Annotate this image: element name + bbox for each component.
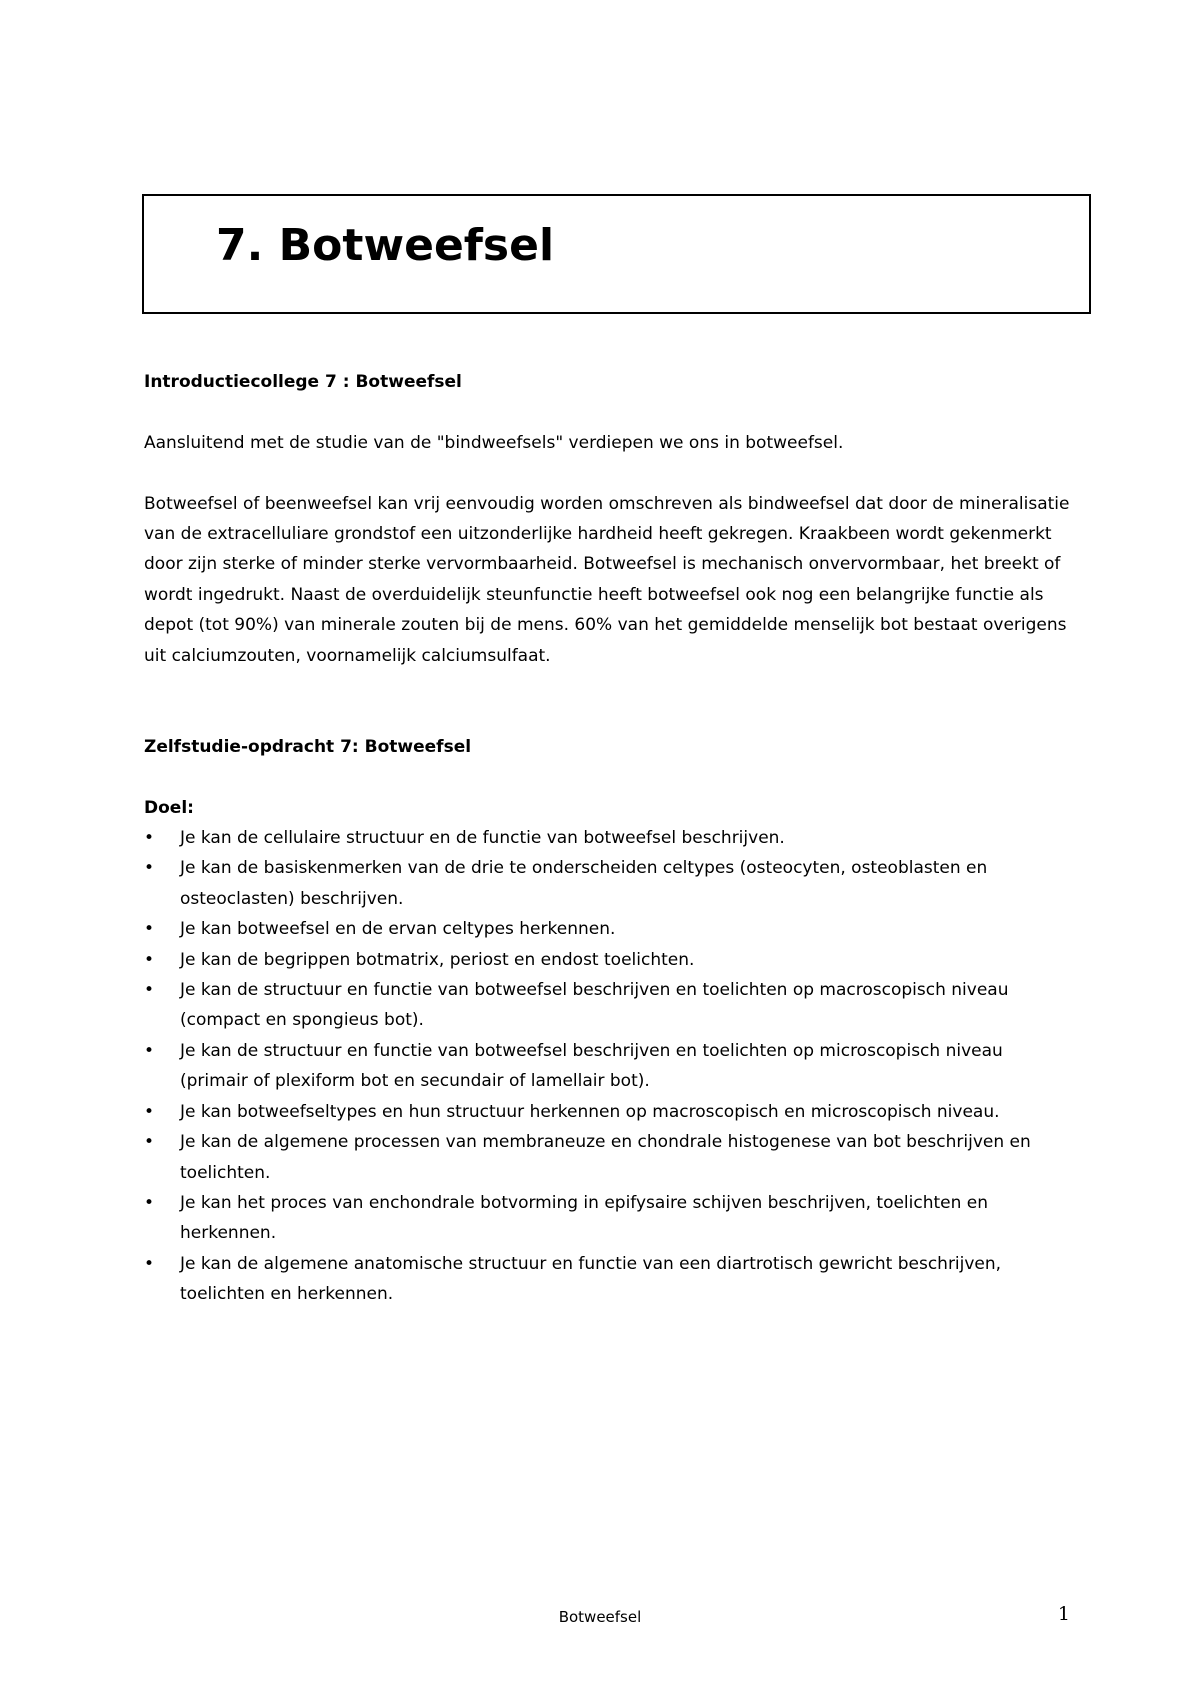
bullet-icon: • — [144, 919, 155, 940]
spacer — [144, 397, 1074, 427]
spacer — [144, 458, 1074, 488]
goal-list-item — [144, 1127, 1074, 1188]
intro-paragraph-2: Botweefsel of beenweefsel kan vrij eenvoudig worden omschreven als bindweefsel dat door de mineralisatie van de extracelluliare grondstof een uitzonderlijke hardheid heeft gekregen. Kraakbeen wordt gekenmerkt door zijn sterke of minder sterke vervormbaarheid. Botweefsel is mechanisch onvervormbaar, het breekt of wordt ingedrukt. Naast de overduidelijk steunfunctie heeft botweefsel ook nog een belangrijke functie als depot (tot 90%) van minerale zouten bij de mens. 60% van het gemiddelde menselijk bot bestaat overigens uit calciumzouten, voornamelijk calciumsulfaat. — [144, 493, 1070, 666]
goal-list-item — [144, 914, 1074, 944]
goal-text: Je kan de cellulaire structuur en de functie van botweefsel beschrijven. — [180, 828, 785, 849]
chapter-title-box — [142, 194, 1091, 314]
goal-list-item — [144, 1097, 1074, 1127]
spacer — [144, 762, 1074, 792]
bullet-icon: • — [144, 1101, 155, 1122]
goal-text: Je kan botweefsel en de ervan celtypes herkennen. — [180, 919, 616, 940]
goal-list-item — [144, 975, 1074, 1036]
bullet-icon: • — [144, 828, 155, 849]
bullet-icon: • — [144, 858, 155, 879]
bullet-icon: • — [144, 949, 155, 970]
goal-text: Je kan de algemene processen van membraneuze en chondrale histogenese van bot beschrijven en toelichten. — [180, 1132, 1031, 1183]
footer-label: Botweefsel — [558, 1608, 642, 1626]
goal-list-item — [144, 1249, 1074, 1310]
goal-text: Je kan de basiskenmerken van de drie te onderscheiden celtypes (osteocyten, osteoblasten en osteoclasten) beschrijven. — [180, 858, 988, 909]
goal-text: Je kan botweefseltypes en hun structuur herkennen op macroscopisch en microscopisch niveau. — [180, 1101, 1000, 1122]
goal-list — [144, 823, 1074, 1310]
intro-heading: Introductiecollege 7 : Botweefsel — [144, 372, 462, 392]
goal-text: Je kan de structuur en functie van botweefsel beschrijven en toelichten op macroscopisch niveau (compact en spongieus bot). — [180, 980, 1009, 1031]
bullet-icon: • — [144, 1040, 155, 1061]
goal-text: Je kan de algemene anatomische structuur en functie van een diartrotisch gewricht beschrijven, toelichten en herkennen. — [180, 1253, 1002, 1305]
intro-paragraph-1: Aansluitend met de studie van de "bindweefsels" verdiepen we ons in botweefsel. — [144, 432, 844, 453]
page-number: 1 — [1057, 1603, 1070, 1625]
goal-list-item — [144, 823, 1074, 853]
goal-list-item — [144, 1036, 1074, 1097]
goal-text: Je kan het proces van enchondrale botvorming in epifysaire schijven beschrijven, toelichten en herkennen. — [180, 1192, 989, 1244]
chapter-title: 7. Botweefsel — [216, 220, 555, 271]
goal-label: Doel: — [144, 797, 194, 818]
goal-list-item — [144, 853, 1074, 914]
spacer — [144, 671, 1074, 732]
goal-text: Je kan de structuur en functie van botweefsel beschrijven en toelichten op microscopisch niveau (primair of plexiform bot en secundair of lamellair bot). — [180, 1040, 1003, 1092]
bullet-icon: • — [144, 980, 155, 1001]
goal-list-item — [144, 945, 1074, 975]
bullet-icon: • — [144, 1253, 155, 1274]
goal-list-item — [144, 1188, 1074, 1249]
selfstudy-heading: Zelfstudie-opdracht 7: Botweefsel — [144, 736, 472, 757]
goal-text: Je kan de begrippen botmatrix, periost en endost toelichten. — [180, 949, 695, 970]
document-body — [144, 367, 1074, 1310]
bullet-icon: • — [144, 1192, 155, 1213]
bullet-icon: • — [144, 1132, 155, 1153]
